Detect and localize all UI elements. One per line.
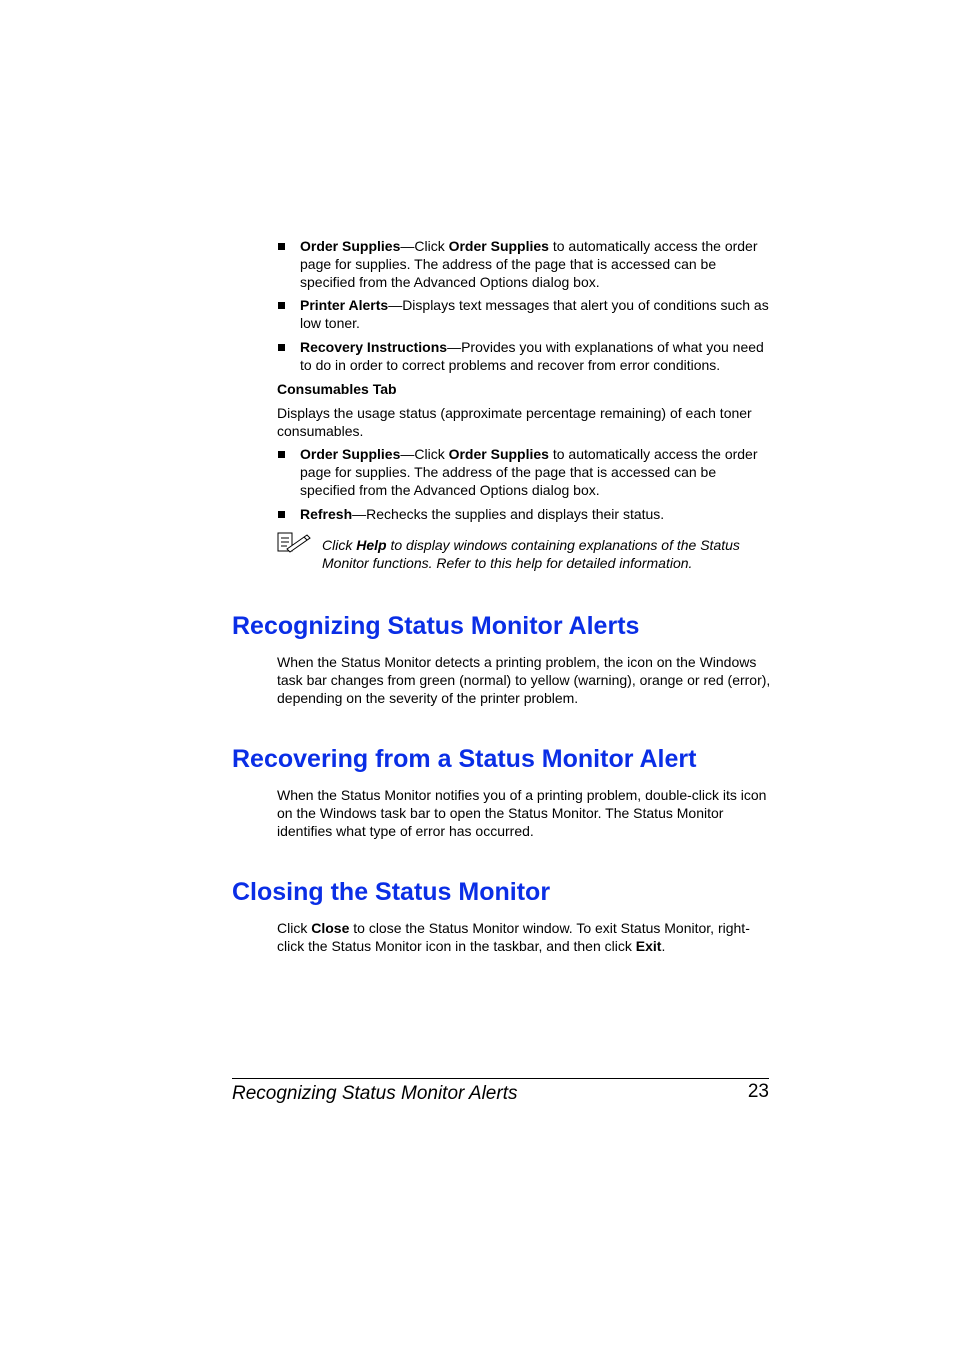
consumables-intro: Displays the usage status (approximate percentage remaining) of each toner consumables.	[277, 404, 752, 439]
list-item	[277, 238, 769, 291]
section-heading: Recognizing Status Monitor Alerts	[232, 612, 640, 640]
bold-term: Close	[311, 920, 350, 936]
bullet-text: —Click	[400, 446, 449, 463]
list-item	[277, 446, 769, 499]
bullet-term: Refresh	[300, 505, 353, 522]
note-text: Click Help to display windows containing explanations of the Status Monitor functions. Refer to this help for detailed information.	[322, 537, 740, 571]
bullet-term: Order Supplies	[448, 446, 549, 463]
bullet-text: —Rechecks the supplies and displays their status.	[352, 505, 665, 522]
footer-title: Recognizing Status Monitor Alerts	[232, 1083, 518, 1104]
list-item	[277, 339, 769, 375]
section-heading: Recovering from a Status Monitor Alert	[232, 745, 697, 773]
list-item	[277, 297, 769, 333]
section-heading: Closing the Status Monitor	[232, 878, 551, 906]
bullet-term: Order Supplies	[448, 238, 549, 254]
bullet-text: —Provides you with explanations of what you need to do in order to correct problems and recover from error conditions.	[300, 338, 764, 373]
section-body: Click Close to close the Status Monitor window. To exit Status Monitor, right-click the Status Monitor icon in the taskbar, and then click Exit.	[277, 920, 750, 954]
bullet-term: Recovery Instructions	[300, 338, 448, 355]
note-pencil-icon	[277, 531, 313, 555]
bullet-term: Order Supplies	[300, 238, 401, 254]
bullet-term: Printer Alerts	[300, 297, 389, 314]
bold-term: Exit	[635, 937, 662, 954]
note-bold-term: Help	[356, 537, 387, 553]
list-item	[277, 506, 769, 524]
bullet-term: Order Supplies	[300, 446, 401, 463]
consumables-heading: Consumables Tab	[277, 381, 397, 397]
bullet-text: to automatically access the order page for supplies. The address of the page that is accessed can be specified from the Advanced Options dialog box.	[300, 446, 758, 498]
bullet-text: —Click	[400, 238, 449, 254]
bullet-text: —Displays text messages that alert you of conditions such as low toner.	[300, 297, 769, 332]
section-body: When the Status Monitor notifies you of a printing problem, double-click its icon on the Windows task bar to open the Status Monitor. The Status Monitor identifies what type of error has occurred.	[277, 787, 767, 839]
consumables-section	[277, 381, 769, 524]
bullet-text: to automatically access the order page for supplies. The address of the page that is accessed can be specified from the Advanced Options dialog box.	[300, 238, 758, 290]
section-body: When the Status Monitor detects a printing problem, the icon on the Windows task bar changes from green (normal) to yellow (warning), orange or red (error), depending on the severity of the printer problem.	[277, 654, 771, 706]
top-bullet-list	[277, 238, 769, 381]
footer-divider	[232, 1078, 769, 1079]
page-number: 23	[747, 1081, 769, 1102]
